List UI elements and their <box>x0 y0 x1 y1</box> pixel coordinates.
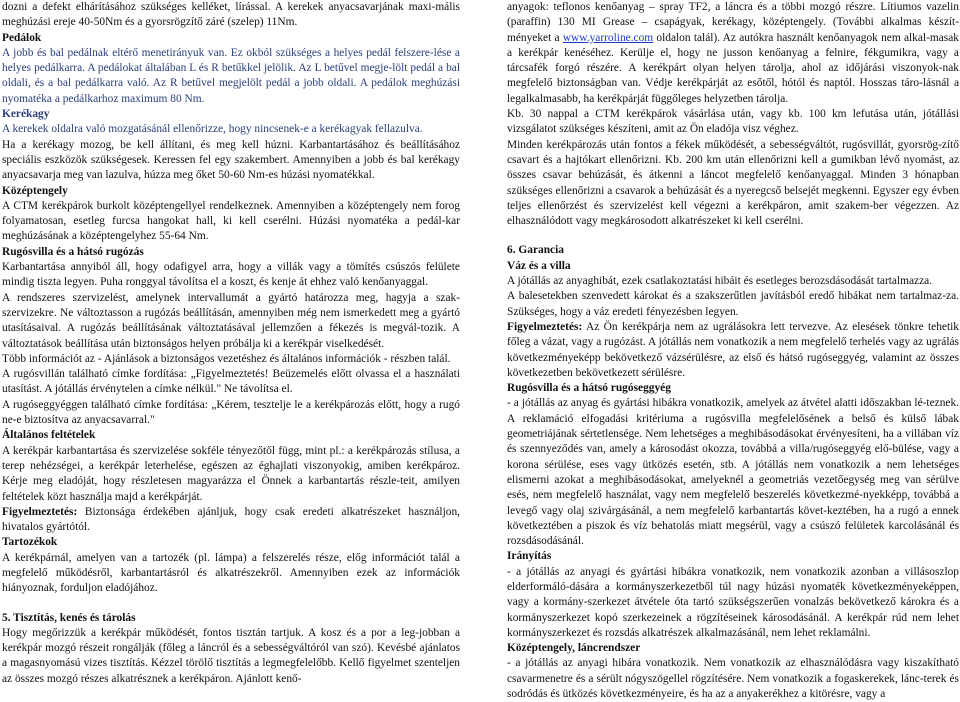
section-heading-rugosvilla: Rugósvilla és a hátsó rugózás <box>2 245 144 258</box>
spacer <box>507 229 959 243</box>
vaz-paragraph-2: A balesetekben szenvedett károkat és a szakszerűtlen javításból eredő hibákat nem tartalmaz-za. Szükséges, hogy a váz eredeti fényezésben legyen. <box>507 290 959 318</box>
spacer <box>2 597 460 611</box>
kozeptengely-paragraph: A CTM kerékpárok burkolt középtengellyel rendelkeznek. Amennyiben a középtengely nem forog folyamatosan, esetleg furcsa hangokat hall, ki kell cserélni. Húzási nyomatéka a pedál-kar meghúzásának a középtengelyhez 55-64 Nm. <box>2 199 460 243</box>
section-heading-tartozekok: Tartozékok <box>2 536 58 549</box>
section-heading-altalanos: Általános feltételek <box>2 429 96 442</box>
iranyitas-paragraph: - a jótállás az anyagi és gyártási hibákra vonatkozik, nem vonatkozik azonban a villásoszlop elderformáló-dására a kormányszerkezetből túl nagy húzási nyomaték következményeképpen, vagy a kormány-szerkezet átvétele óta tartó szükségszerűen vonalzás bekövetkező károkra és a kormányszerkezet kopó szerkezeinek a rögzítéseinek károsodásánál. A kerékpár rúd nem lehet kormányszerkezet és rozsdás alkatrészek alkalmazásánál, nem lehet reklamálni. <box>507 565 959 639</box>
pedalok-paragraph: A jobb és bal pedálnak eltérő menetirányuk van. Ez okból szükséges a helyes pedál felszere-lése a helyes pedálkarra. A pedálokat általában L és R betűkkel jelölik. Az L betűvel megje-lölt pedál a bal oldali, és a bal pedálkarra való. Az R betűvel megjelölt pedál a jobb oldali. A pedálok meghúzási nyomatéka a pedálkarhoz maximum 80 Nm. <box>2 46 460 105</box>
section-heading-5: 5. Tisztítás, kenés és tárolás <box>2 611 136 624</box>
rugosvilla-paragraph-1: Karbantartása annyiból áll, hogy odafigyel arra, hogy a villák vagy a tömítés csúszós felülete mindig tiszta legyen. Puha ronggyal távolítsa el a koszt, és kenje át ehhez való kenőanyaggal. <box>2 261 460 289</box>
right-column <box>507 0 959 701</box>
kozeptengely-lanc-paragraph: - a jótállás az anyagi hibára vonatkozik. Nem vonatkozik az elhasználódásra vagy kiszakítható csavarmenetre és a sérült nógyszögellel rögzítésére. Nem vonatkozik a fogaskerekek, lánc-terek és sodródás és ütközés következményeire, és ha az a anyakerékhez a kitörésre, vagy a <box>507 657 959 701</box>
left-column <box>2 0 460 685</box>
rugosvilla-paragraph-4: A rugósvillán található címke fordítása: „Figyelmeztetés! Beüzemelés előtt olvassa el a használati utasítást. A jótállás érvénytelen a címke nélkül." Ne távolítsa el. <box>2 368 460 396</box>
lubricants-text-a: anyagok: teflonos kenőanyag – spray TF2, a láncra és a többi mozgó részre. Lítiumos vazelin (paraffin) 130 MI Grease – csapágyak, kerékagy, középtengely. (További alkalmas készít-ményeket a <box>507 1 959 44</box>
maintenance-paragraph: Minden kerékpározás után fontos a fékek működését, a sebességváltót, rugósvillát, gyorsrög-zítő csavart és a hajtókart ellenőrizni. Kb. 200 km után ellenőrizni kell a gumikban lévő nyomást, az összes csavar behúzását, és átkenni a láncot megfelelő kenőanyaggal. Minden 3 hónapban szükséges ellenőrizni a csavarok a behúzását és a nyeregcső belsejét megkenni. Egyszer egy évben teljes ellenőrzést és szervizelést kell végezni a kerékpáron, amit szakem-ber végezzen. Az elhasználódott vagy megkárosodott alkatrészeket ki kell cserélni. <box>507 138 959 228</box>
warning-text-right: Az Ön kerékpárja nem az ugrálásokra lett tervezve. Az elesések tönkre tehetik főleg a vázat, vagy a rugózást. A jótállás nem vonatkozik a nem megfelelő terhelés vagy az ugrálás következményeképp bekövetkező vázsérülésre, az első és hátsó rugóseggyég, valamint az összes következetben bekövetkezett sérülésre. <box>507 320 959 379</box>
warning-paragraph-left <box>2 505 460 536</box>
warning-label-left: Figyelmeztetés: <box>2 505 78 518</box>
section-5-paragraph: Hogy megőrizzük a kerékpár működését, fontos tisztán tartjuk. A kosz és a por a leg-jobban a kerékpár mozgó részeit rongálják (főleg a láncról és a sebességváltóról van szó). Kevésbé ajánlatos a magasnyomású vizes tisztítás. Kézzel törölő tisztítás a legmegfelelőbb. Kellő figyelmet szenteljen az összes mozgó részes alkatrésznek a kerékpáron. Ajánlott kenő- <box>2 626 460 685</box>
kerekagy-paragraph-2: Ha a kerékagy mozog, be kell állítani, és meg kell húzni. Karbantartásához és beállításához speciális eszközök szükségesek. Keressen fel egy szakembert. Amennyiben a jobb és bal kerékagy anyacsavarja meg van lazulva, húzza meg őket 50-60 Nm-es húzási nyomatékkal. <box>2 138 460 182</box>
section-heading-vaz: Váz és a villa <box>507 259 571 272</box>
kerekagy-paragraph-1: A kerekek oldalra való mozgatásánál ellenőrizze, hogy nincsenek-e a kerékagyak fellazulva. <box>2 123 423 136</box>
warning-label-right: Figyelmeztetés: <box>507 320 583 333</box>
warning-text-left: Biztonsága érdekében ajánljuk, hogy csak eredeti alkatrészeket használjon, hivatalos gyártótól. <box>2 505 460 534</box>
section-heading-kozeptengely-lanc: Középtengely, láncrendszer <box>507 642 641 655</box>
section-heading-iranyitas: Irányítás <box>507 550 552 563</box>
lubricants-text-b: oldalon talál). Az autókra használt kenőanyagok nem alkal-masak a kerékpár kenéséhez. Kerülje el, hogy ne jusson kenőanyag a felnire, fékgumikra, vagy a tárcsafék forgó részére. A kerékpárt olyan helyen tárolja, ahol az időjárási viszonyok-nak megfelelő biztonságban van. Védje kerékpárját az esőtől, hótól és naptól. Hosszas táro-lásnál a legalkalmasabb, ha kerékpárját függőleges helyzetben tárolja. <box>507 31 959 105</box>
section-heading-kozeptengely: Középtengely <box>2 184 68 197</box>
altalanos-paragraph: A kerékpár karbantartása és szervizelése sokféle tényezőtől függ, mint pl.: a kerékpározás stílusa, a terep nehézségei, a kerékpár leterhelése, egészen az éghajlati viszonyokig, amiben kerékpároz. Kérje meg eladóját, hogy részletesen magyarázza el Önnek a karbantartás részle-teit, amilyen feltételek közt használja majd a kerékpárját. <box>2 444 460 503</box>
section-heading-rugosvilla-warranty: Rugósvilla és a hátsó rugóseggyég <box>507 382 671 395</box>
section-heading-6: 6. Garancia <box>507 244 564 257</box>
intro-paragraph: dozni a defekt elhárításához szükséges kelléket, lírással. A kerekek anyacsavarjának maxi-mális meghúzási ereje 40-50Nm és a gyorsrögzítő záré (szelep) 11Nm. <box>2 1 460 29</box>
rugosvilla-paragraph-2: A rendszeres szervizelést, amelynek intervallumát a gyártó határozza meg, hagyja a szak-szervizekre. Ne változtasson a rugózás beállításán, amennyiben még nem ismerkedett meg a gyártó utasításaival. A rugózás beállításának változtatásával jellemzően a fékezés is megvál-tozik. A változtatások beállítása után biztonságos helyen próbálja ki a kerékpár viselkedését. <box>2 291 460 350</box>
section-heading-pedalok: Pedálok <box>2 31 42 44</box>
vaz-paragraph-1: A jótállás az anyaghibát, ezek csatlakoztatási hibáit és esetleges berozsdásodását tartalmazza. <box>507 275 933 288</box>
yarroline-link[interactable]: www.yarroline.com <box>562 31 654 44</box>
section-heading-kerekagy: Kerékagy <box>2 108 50 121</box>
rugosvilla-warranty-paragraph: - a jótállás az anyag és gyártási hibákra vonatkozik, amelyek az átvétel alatti időszakban lé-teznek. A reklamáció elfogadási kritériuma a rugósvilla megfelelősének a belső és külső lábak geometriájának sértetlensége. Nem lehetséges a meghibásodásokat érvényesíteni, ha a villában víz és szennyeződés van, amely a károsodást okozza, továbbá a villa/rugóseggyég elő-bülése, vagy a korona sérülése, eses vagy ütközés esetén, stb. A jótállás nem vonatkozik a nem lehetséges elismerni azokat a meghibásodásokat, amelyeknél a geometriás vezetőegység meg van sérülve esés, nem megfelelő használat, vagy nem megfelelő beszerelés következmé-nyekképp, továbbá a levegő vagy olaj szivárgásánál, a nem megfelelő karbantartás követ-keztében, ha a rugó a ennek következtében a piszok és víz behatolás miatt megsérül, vagy a csúszó felületek karcolásánál és rozsdásodásánál. <box>507 397 959 548</box>
rugosvilla-paragraph-3: Több információt az - Ajánlások a biztonságos vezetéshez és általános információk - részben talál. <box>2 352 451 365</box>
warranty-check-paragraph: Kb. 30 nappal a CTM kerékpárok vásárlása után, vagy kb. 100 km lefutása után, jótállási vizsgálatot szükséges készíteni, amit az Ön eladója visz véghez. <box>507 108 959 136</box>
warning-paragraph-right <box>507 320 959 381</box>
rugosvilla-paragraph-5: A rugóseggyéggen található címke fordítása: „Kérem, tesztelje le a kerékpározás előtt, hogy a rugó ne-e biztosítva az anyacsavarral." <box>2 398 460 427</box>
tartozekok-paragraph: A kerékpárnál, amelyen van a tartozék (pl. lámpa) a felszerelés része, előg információt talál a megfelelő működésről, karbantartásról és alkatrészekről. Amennyiben ezek az információk hiányoznak, forduljon eladójához. <box>2 551 460 595</box>
lubricants-paragraph <box>507 0 959 107</box>
